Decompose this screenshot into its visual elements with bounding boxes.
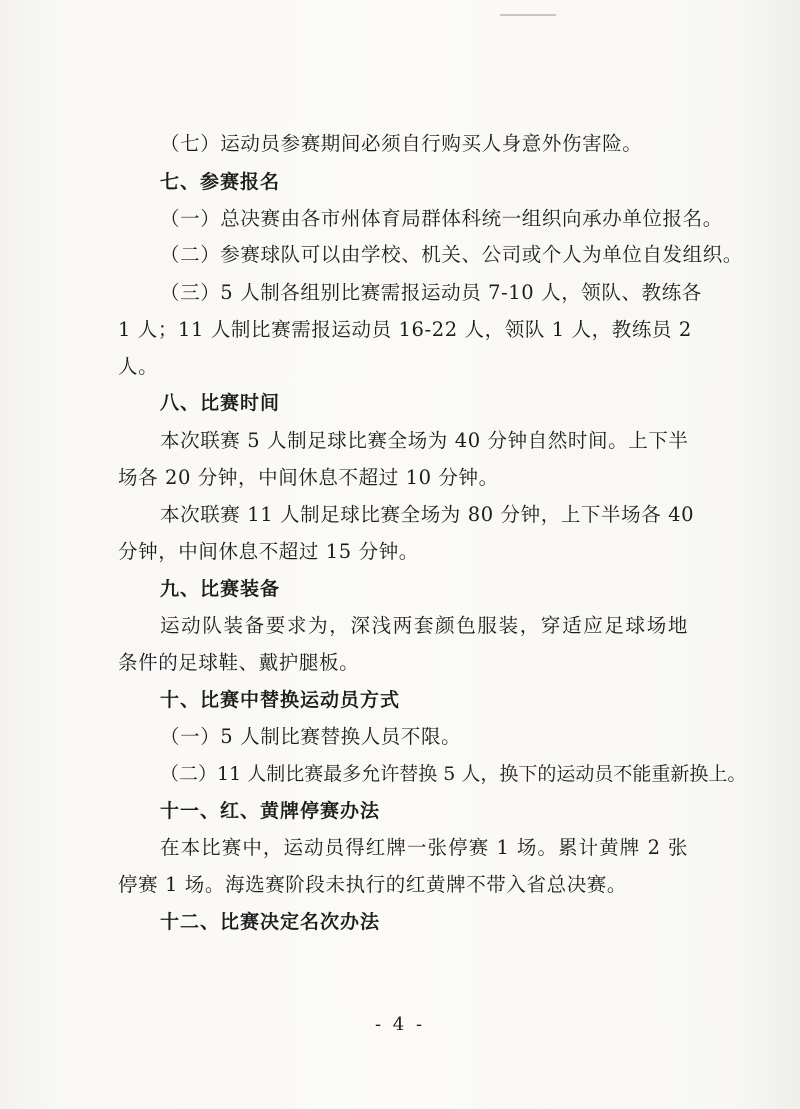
section-heading: 十一、红、黄牌停赛办法 [160,800,381,822]
section-heading: 十二、比赛决定名次办法 [160,911,381,933]
text-line: （三）5 人制各组别比赛需报运动员 7-10 人，领队、教练各 [160,281,702,304]
text-line: 运动队装备要求为，深浅两套颜色服装，穿适应足球场地 [160,614,688,637]
scan-mark [500,14,556,16]
text-line: （二）11 人制比赛最多允许替换 5 人，换下的运动员不能重新换上。 [160,763,747,785]
section-heading: 七、参赛报名 [160,171,281,193]
text-line: （七）运动员参赛期间必须自行购买人身意外伤害险。 [160,132,643,155]
text-line: 分钟，中间休息不超过 15 分钟。 [118,540,419,563]
text-line: （一）总决赛由各市州体育局群体科统一组织向承办单位报名。 [160,207,723,230]
text-line: （二）参赛球队可以由学校、机关、公司或个人为单位自发组织。 [160,243,743,266]
text-line: （一）5 人制比赛替换人员不限。 [160,725,462,748]
text-line: 条件的足球鞋、戴护腿板。 [118,651,360,674]
section-heading: 八、比赛时间 [160,392,281,414]
text-line: 在本比赛中，运动员得红牌一张停赛 1 场。累计黄牌 2 张 [160,836,688,859]
text-line: 1 人；11 人制比赛需报运动员 16-22 人，领队 1 人，教练员 2 [118,318,692,341]
section-heading: 九、比赛装备 [160,578,281,600]
section-heading: 十、比赛中替换运动员方式 [160,689,401,711]
text-line: 人。 [118,355,159,378]
text-line: 停赛 1 场。海选赛阶段未执行的红黄牌不带入省总决赛。 [118,873,628,896]
text-line: 本次联赛 5 人制足球比赛全场为 40 分钟自然时间。上下半 [160,429,689,452]
text-line: 本次联赛 11 人制足球比赛全场为 80 分钟，上下半场各 40 [160,503,695,526]
page-number: - 4 - [374,1014,426,1035]
text-line: 场各 20 分钟，中间休息不超过 10 分钟。 [118,466,499,489]
